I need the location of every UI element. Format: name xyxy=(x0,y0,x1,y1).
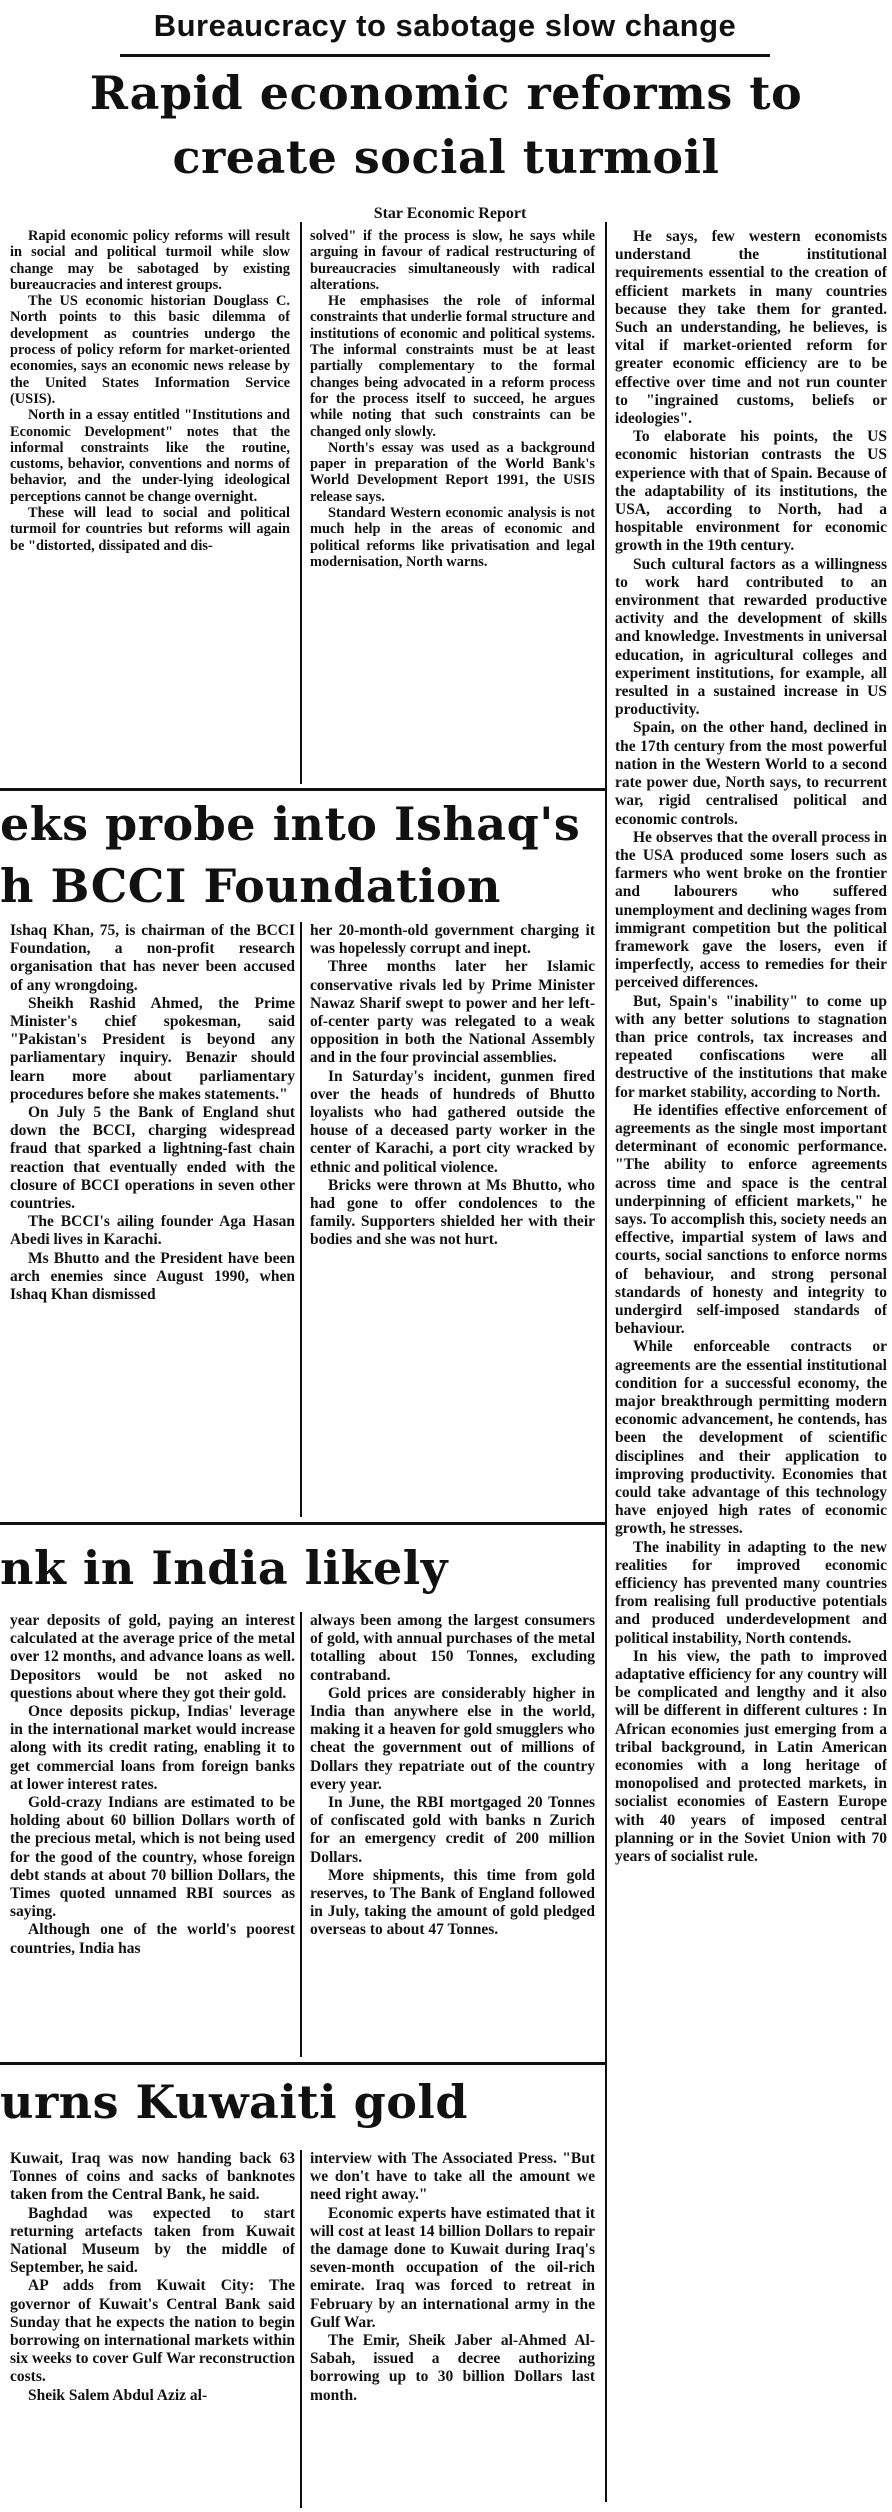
kicker-rule xyxy=(120,54,770,57)
column-divider xyxy=(300,922,302,1517)
story1-column-1 xyxy=(10,228,290,778)
paragraph: On July 5 the Bank of England shut down the BCCI, charging widespread fraud that sparked a lightning-fast chain reaction that eventually ended with the closure of BCCI operations in seven other countries. xyxy=(10,1104,295,1213)
story1-column-3 xyxy=(615,228,887,2504)
paragraph: Kuwait, Iraq was now handing back 63 Tonnes of coins and sacks of banknotes taken from the Central Bank, he said. xyxy=(10,2150,295,2204)
story2-headline-line2: h BCCI Foundation xyxy=(0,859,501,913)
paragraph: AP adds from Kuwait City: The governor of Kuwait's Central Bank said Sunday that he expects the nation to begin borrowing on international markets within six weeks to cover Gulf War reconstruction costs. xyxy=(10,2277,295,2386)
kicker-headline: Bureaucracy to sabotage slow change xyxy=(153,8,737,43)
story2-column-2 xyxy=(310,922,595,1517)
section-rule xyxy=(0,2062,605,2065)
story3-column-1 xyxy=(10,1612,295,2052)
story1-headline-line1: Rapid economic reforms to xyxy=(89,66,803,120)
story2-column-1 xyxy=(10,922,295,1517)
column-divider xyxy=(300,2150,302,2508)
paragraph: In his view, the path to improved adaptative efficiency for any country will be complicated and lengthy and it also will be different in different cultures : In African economies just emerging from a tribal background, in Latin American economies with a long heritage of monopolised and protected markets, in socialist economies of Eastern Europe with 40 years of imposed central planning or in the Soviet Union with 70 years of socialist rule. xyxy=(615,1647,887,1866)
story4-headline: urns Kuwaiti gold xyxy=(0,2075,469,2129)
paragraph: In June, the RBI mortgaged 20 Tonnes of confiscated gold with banks n Zurich for an emergency credit of 200 million Dollars. xyxy=(310,1794,595,1866)
paragraph: always been among the largest consumers of gold, with annual purchases of the metal totalling about 150 Tonnes, excluding contraband. xyxy=(310,1612,595,1684)
paragraph: North's essay was used as a background paper in preparation of the World Bank's World Development Report 1991, the USIS release says. xyxy=(310,439,595,505)
paragraph: Rapid economic policy reforms will result in social and political turmoil while slow change may be sabotaged by existing bureaucracies and interest groups. xyxy=(10,228,290,293)
paragraph: The US economic historian Douglass C. North points to this basic dilemma of development as countries undergo the process of policy reform for market-oriented economies, says an economic news release by the United States Information Service (USIS). xyxy=(10,293,290,407)
paragraph: He emphasises the role of informal constraints that underlie formal structure and institutions of economic and political systems. The informal constraints must be at least partially complementary to the formal changes being advocated in a reform process for the process itself to succeed, he argues while noting that such constraints can be changed only slowly. xyxy=(310,293,595,440)
story1-headline-line2: create social turmoil xyxy=(172,130,720,184)
paragraph: solved" if the process is slow, he says while arguing in favour of radical restructuring of bureaucracies simultaneously with radical alterations. xyxy=(310,228,595,293)
paragraph: Although one of the world's poorest countries, India has xyxy=(10,1921,295,1957)
paragraph: Sheikh Rashid Ahmed, the Prime Minister's chief spokesman, said "Pakistan's President is beyond any parliamentary inquiry. Benazir should learn more about parliamentary procedures before she makes statements." xyxy=(10,994,295,1103)
paragraph: In Saturday's incident, gunmen fired over the heads of hundreds of Bhutto loyalists who had gathered outside the house of a deceased party worker in the center of Karachi, a port city wracked by ethnic and political violence. xyxy=(310,1067,595,1176)
story2-headline-line1: eks probe into Ishaq's xyxy=(0,797,581,851)
paragraph: Gold-crazy Indians are estimated to be holding about 60 billion Dollars worth of the precious metal, which is not being used for the good of the country, whose foreign debt stands at about 70 billion Dollars, the Times quoted unnamed RBI sources as saying. xyxy=(10,1794,295,1921)
paragraph: The Emir, Sheik Jaber al-Ahmed Al-Sabah, issued a decree authorizing borrowing up to 30 billion Dollars last month. xyxy=(310,2332,595,2404)
column-divider xyxy=(300,222,302,784)
paragraph: These will lead to social and political turmoil for countries but reforms will again be "distorted, dissipated and dis- xyxy=(10,505,290,554)
section-rule xyxy=(0,788,605,791)
paragraph: He says, few western economists understand the institutional requirements essential to the creation of efficient markets in many countries because they take them for granted. Such an understanding, he believes, is vital if market-oriented reform for greater economic efficiency are to be effective over time and not run counter to "ingrained customs, beliefs or ideologies". xyxy=(615,228,887,428)
paragraph: The inability in adapting to the new realities for improved economic efficiency has prevented many countries from realising full productive potentials and produced underdevelopment and political instability, North contends. xyxy=(615,1538,887,1647)
paragraph: Economic experts have estimated that it will cost at least 14 billion Dollars to repair the damage done to Kuwait during Iraq's seven-month occupation of the oil-rich emirate. Iraq was forced to retreat in February by an international army in the Gulf War. xyxy=(310,2204,595,2331)
story3-headline: nk in India likely xyxy=(0,1541,448,1595)
paragraph: Ishaq Khan, 75, is chairman of the BCCI Foundation, a non-profit research organisation that has never been accused of any wrongdoing. xyxy=(10,922,295,994)
paragraph: North in a essay entitled "Institutions and Economic Development" notes that the informal constraints like the routine, customs, behavior, conventions and norms of behavior, and the under-lying ideological perceptions cannot be change overnight. xyxy=(10,407,290,505)
column-divider xyxy=(605,222,607,2502)
story3-column-2 xyxy=(310,1612,595,2052)
paragraph: Gold prices are considerably higher in India than anywhere else in the world, making it a heaven for gold smugglers who cheat the government out of millions of Dollars they repatriate out of the country every year. xyxy=(310,1684,595,1793)
paragraph: But, Spain's "inability" to come up with any better solutions to stagnation than price controls, tax increases and repeated confiscations were all destructive of the institutions that make for market stability, according to North. xyxy=(615,992,887,1101)
paragraph: Spain, on the other hand, declined in the 17th century from the most powerful nation in the Western World to a second rate power due, North says, to recurrent war, rigid centralised political and economic controls. xyxy=(615,719,887,828)
paragraph: Once deposits pickup, Indias' leverage in the international market would increase along with its credit rating, enabling it to get commercial loans from foreign banks at lower interest rates. xyxy=(10,1703,295,1793)
paragraph: More shipments, this time from gold reserves, to The Bank of England followed in July, taking the amount of gold pledged overseas to about 47 Tonnes. xyxy=(310,1866,595,1939)
section-rule xyxy=(0,1522,605,1525)
story1-column-2 xyxy=(310,228,595,778)
story4-column-2 xyxy=(310,2150,595,2508)
paragraph: Bricks were thrown at Ms Bhutto, who had gone to offer condolences to the family. Supporters shielded her with their bodies and she was not hurt. xyxy=(310,1176,595,1249)
paragraph: Standard Western economic analysis is not much help in the areas of economic and political reforms like privatisation and legal modernisation, North warns. xyxy=(310,505,595,570)
paragraph: Baghdad was expected to start returning artefacts taken from Kuwait National Museum by the middle of September, he said. xyxy=(10,2204,295,2277)
paragraph: her 20-month-old government charging it was hopelessly corrupt and inept. xyxy=(310,922,595,958)
paragraph: year deposits of gold, paying an interest calculated at the average price of the metal over 12 months, and advance loans as well. Depositors would be not asked no questions about where they got their gold. xyxy=(10,1612,295,1702)
paragraph: interview with The Associated Press. "But we don't have to take all the amount we need right away." xyxy=(310,2150,595,2204)
paragraph: Sheik Salem Abdul Aziz al- xyxy=(28,2386,208,2404)
paragraph: He identifies effective enforcement of agreements as the single most important determinant of economic performance. "The ability to enforce agreements across time and space is the central underpinning of efficient markets," he says. To accomplish this, society needs an effective, impartial system of laws and courts, social sanctions to enforce norms of behaviour, and strong personal standards of honesty and integrity to undergird self-imposed standards of behaviour. xyxy=(615,1101,887,1338)
paragraph: Three months later her Islamic conservative rivals led by Prime Minister Nawaz Sharif swept to power and her left-of-center party was relegated to a weak opposition in both the National Assembly and in the four provincial assemblies. xyxy=(310,958,595,1067)
column-divider xyxy=(300,1612,302,2057)
paragraph: Such cultural factors as a willingness to work hard contributed to an environment that rewarded productive activity and the development of skills and knowledge. Investments in universal education, in agricultural colleges and experiment institutions, for example, all resulted in a sustained increase in US productivity. xyxy=(615,555,887,719)
paragraph: Ms Bhutto and the President have been arch enemies since August 1990, when Ishaq Khan dismissed xyxy=(10,1249,295,1304)
story4-column-1 xyxy=(10,2150,295,2508)
paragraph: The BCCI's ailing founder Aga Hasan Abedi lives in Karachi. xyxy=(10,1213,295,1249)
paragraph: To elaborate his points, the US economic historian contrasts the US experience with that of Spain. Because of the adaptability of its institutions, the USA, according to North, had a hospitable environment for economic growth in the 19th century. xyxy=(615,428,887,555)
story1-byline: Star Economic Report xyxy=(373,205,527,222)
paragraph: He observes that the overall process in the USA produced some losers such as farmers who went broke on the frontier and labourers who suffered unemployment and declining wages from immigrant competition but the political framework gave the losers, even if imperfectly, access to remedies for their perceived differences. xyxy=(615,828,887,992)
paragraph: While enforceable contracts or agreements are the essential institutional condition for a successful economy, the major breakthrough permitting modern economic advancement, he contends, has been the development of scientific disciplines and their application to improving productivity. Economies that could take advantage of this technology have enjoyed high rates of economic growth, he stresses. xyxy=(615,1338,887,1538)
